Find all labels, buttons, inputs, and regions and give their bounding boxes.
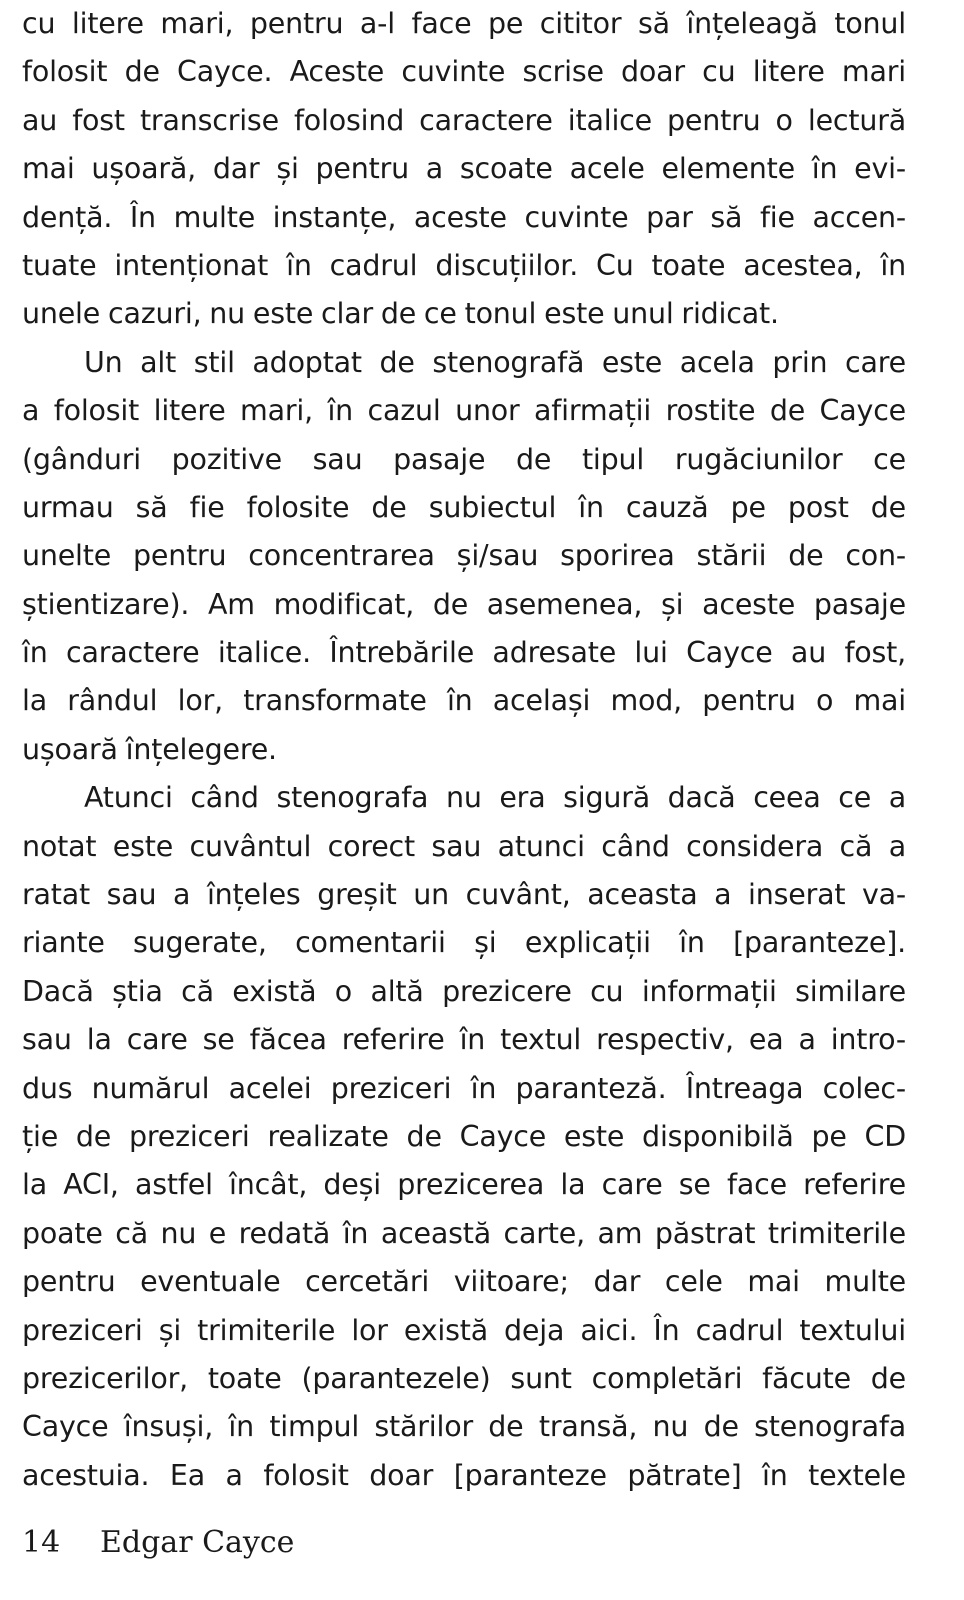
text-line: ratat sau a înțeles greșit un cuvânt, aceasta a inserat va-: [22, 878, 906, 912]
text-line: la ACI, astfel încât, deși prezicerea la care se face referire: [22, 1168, 906, 1202]
page-body: [22, 0, 906, 1500]
text-line: în caractere italice. Întrebările adresate lui Cayce au fost,: [22, 636, 906, 670]
text-line: au fost transcrise folosind caractere italice pentru o lectură: [22, 103, 906, 137]
text-line: Cayce însuși, în timpul stărilor de transă, nu de stenografa: [22, 1410, 906, 1444]
text-line: preziceri și trimiterile lor există deja aici. În cadrul textului: [22, 1313, 906, 1347]
page-footer: [22, 1525, 294, 1560]
text-line: Un alt stil adoptat de stenografă este acela prin care: [84, 345, 906, 379]
text-line: riante sugerate, comentarii și explicații în [paranteze].: [22, 926, 906, 960]
text-line: sau la care se făcea referire în textul respectiv, ea a intro-: [22, 1023, 906, 1057]
text-line: ușoară înțelegere.: [22, 732, 277, 766]
text-line: notat este cuvântul corect sau atunci când considera că a: [22, 829, 906, 863]
text-line: Dacă știa că există o altă prezicere cu informații similare: [22, 974, 906, 1008]
paragraph: [22, 339, 906, 775]
text-line: mai ușoară, dar și pentru a scoate acele elemente în evi-: [22, 152, 906, 186]
running-author: Edgar Cayce: [100, 1525, 295, 1560]
text-line: urmau să fie folosite de subiectul în cauză pe post de: [22, 490, 906, 524]
text-line: la rândul lor, transformate în același mod, pentru o mai: [22, 684, 906, 718]
text-line: cu litere mari, pentru a-l face pe cititor să înțeleagă tonul: [22, 7, 906, 40]
text-line: pentru eventuale cercetări viitoare; dar cele mai multe: [22, 1265, 906, 1299]
text-line: Atunci când stenografa nu era sigură dacă ceea ce a: [84, 781, 906, 815]
text-line: a folosit litere mari, în cazul unor afirmații rostite de Cayce: [22, 394, 906, 428]
text-line: unelte pentru concentrarea și/sau sporirea stării de con-: [22, 539, 906, 573]
text-line: dență. În multe instanțe, aceste cuvinte par să fie accen-: [22, 200, 906, 234]
text-line: dus numărul acelei preziceri în paranteză. Întreaga colec-: [22, 1071, 906, 1105]
text-line: știentizare). Am modificat, de asemenea, și aceste pasaje: [22, 587, 906, 621]
page-number: 14: [22, 1525, 61, 1560]
paragraph: [22, 0, 906, 339]
text-line: poate că nu e redată în această carte, am păstrat trimiterile: [22, 1216, 906, 1250]
text-line: prezicerilor, toate (parantezele) sunt completări făcute de: [22, 1361, 906, 1395]
text-line: (gânduri pozitive sau pasaje de tipul rugăciunilor ce: [22, 442, 906, 476]
text-line: tuate intenționat în cadrul discuțiilor. Cu toate acestea, în: [22, 248, 906, 282]
text-line: ție de preziceri realizate de Cayce este disponibilă pe CD: [22, 1119, 906, 1153]
text-line: folosit de Cayce. Aceste cuvinte scrise doar cu litere mari: [22, 55, 906, 89]
text-line: unele cazuri, nu este clar de ce tonul este unul ridicat.: [22, 297, 779, 331]
text-line: acestuia. Ea a folosit doar [paranteze pătrate] în textele: [22, 1458, 906, 1492]
paragraph: [22, 774, 906, 1500]
